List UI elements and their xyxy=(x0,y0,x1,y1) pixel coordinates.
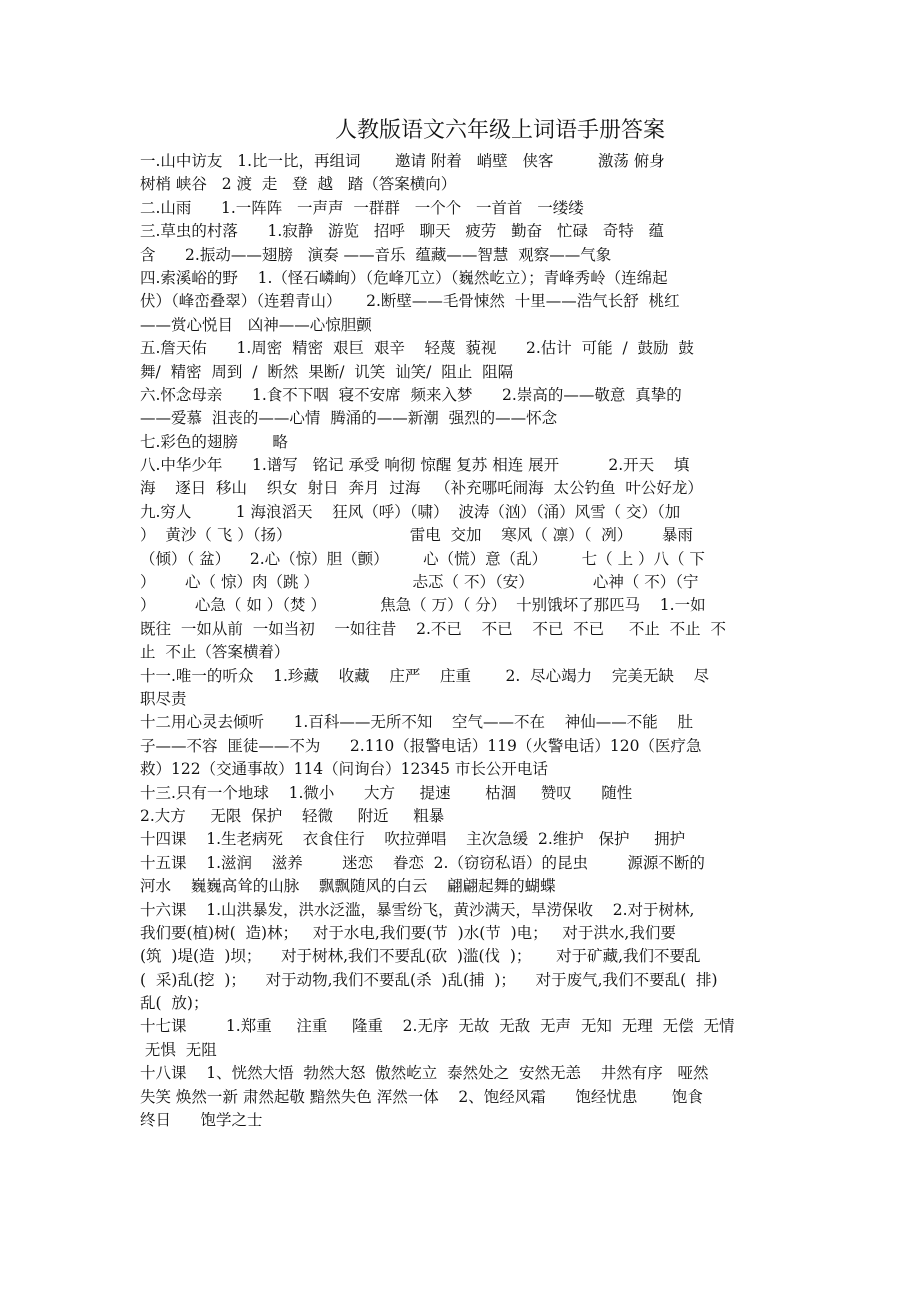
text-line: (筑 )堤(造 )坝； 对于树林,我们不要乱(砍 )滥(伐 )； 对于矿藏,我们不要乱 xyxy=(140,947,701,966)
document-title: 人教版语文六年级上词语手册答案 xyxy=(334,118,665,143)
text-line: 九.穷人 1 海浪滔天 狂风（呼）（啸） 波涛（汹）（涌）风雪（ 交）（加 xyxy=(140,502,681,521)
text-line: 十四课 1.生老病死 衣食住行 吹拉弹唱 主次急缓 2.维护 保护 拥护 xyxy=(140,830,686,849)
text-line: 二.山雨 1.一阵阵 一声声 一群群 一个个 一首首 一缕缕 xyxy=(140,198,584,217)
text-line: 既往 一如从前 一如当初 一如往昔 2.不已 不已 不已 不已 不止 不止 不 xyxy=(140,619,727,638)
text-line: 十八课 1、恍然大悟 勃然大怒 傲然屹立 泰然处之 安然无恙 井然有序 哑然 xyxy=(140,1064,709,1083)
text-line: 河水 巍巍高耸的山脉 飘飘随风的白云 翩翩起舞的蝴蝶 xyxy=(140,877,556,896)
text-line: 舞/ 精密 周到 / 断然 果断/ 讥笑 讪笑/ 阻止 阻隔 xyxy=(140,362,514,381)
text-line: 八.中华少年 1.谱写 铭记 承受 响彻 惊醒 复苏 相连 展开 2.开天 填 xyxy=(140,456,690,475)
text-line: ） 心（ 惊）肉（跳 ） 忐忑（ 不）（安） 心神（ 不）（宁 xyxy=(140,573,699,592)
text-line: 止 不止（答案横着） xyxy=(140,643,290,662)
document-body xyxy=(140,150,820,1132)
text-line: 海 逐日 移山 织女 射日 奔月 过海 （补充哪吒闹海 太公钓鱼 叶公好龙） xyxy=(140,479,703,498)
text-line: 终日 饱学之士 xyxy=(140,1111,263,1130)
text-line: 失笑 焕然一新 肃然起敬 黯然失色 浑然一体 2、饱经风霜 饱经忧患 饱食 xyxy=(140,1087,703,1106)
text-line: 四.索溪峪的野 1.（怪石嶙峋）（危峰兀立）（巍然屹立）；青峰秀岭（连绵起 xyxy=(140,268,668,287)
text-line: 五.詹天佑 1.周密 精密 艰巨 艰辛 轻蔑 藐视 2.估计 可能 / 鼓励 鼓 xyxy=(140,339,694,358)
text-line: 三.草虫的村落 1.寂静 游览 招呼 聊天 疲劳 勤奋 忙碌 奇特 蕴 xyxy=(140,222,665,241)
text-line: 子——不容 匪徒——不为 2.110（报警电话）119（火警电话）120（医疗急 xyxy=(140,736,702,755)
text-line: 乱( 放)； xyxy=(140,994,209,1013)
text-line: 十一.唯一的听众 1.珍藏 收藏 庄严 庄重 2. 尽心竭力 完美无缺 尽 xyxy=(140,666,710,685)
text-line: ） 黄沙（ 飞 ）（扬） 雷电 交加 寒风（ 凛）（ 冽） 暴雨 xyxy=(140,526,693,545)
text-line: ——赏心悦目 凶神——心惊胆颤 xyxy=(140,315,372,334)
text-line: ——爱慕 沮丧的——心情 腾涌的——新潮 强烈的——怀念 xyxy=(140,409,558,428)
text-line: 一.山中访友 1.比一比，再组词 邀请 附着 峭壁 侠客 激荡 俯身 xyxy=(140,152,665,170)
text-line: （倾）（ 盆） 2.心（惊）胆（颤） 心（慌）意（乱） 七（ 上 ）八（ 下 xyxy=(140,549,705,568)
text-line: 我们要(植)树( 造)林； 对于水电,我们要(节 )水(节 )电； 对于洪水,我们要 xyxy=(140,923,676,942)
text-line: 含 2.振动——翅膀 演奏 ——音乐 蕴藏——智慧 观察——气象 xyxy=(140,245,612,264)
text-line: 无惧 无阻 xyxy=(140,1040,217,1059)
text-line: 十七课 1.郑重 注重 隆重 2.无序 无故 无敌 无声 无知 无理 无偿 无情 xyxy=(140,1017,735,1036)
text-line: ( 采)乱(挖 )； 对于动物,我们不要乱(杀 )乱(捕 )； 对于废气,我们不要乱( 排) xyxy=(140,970,718,989)
text-line: 十二用心灵去倾听 1.百科——无所不知 空气——不在 神仙——不能 肚 xyxy=(140,713,693,732)
text-line: 十六课 1.山洪暴发，洪水泛滥，暴雪纷飞，黄沙满天，旱涝保收 2.对于树林, xyxy=(140,900,695,919)
text-line: 2.大方 无限 保护 轻微 附近 粗暴 xyxy=(140,806,445,825)
text-line: 职尽责 xyxy=(140,689,187,708)
text-line: 十三.只有一个地球 1.微小 大方 提速 枯涸 赞叹 随性 xyxy=(140,783,633,802)
text-line: ） 心急（ 如 ）（焚 ） 焦急（ 万）（ 分） 十别饿坏了那匹马 1.一如 xyxy=(140,596,706,615)
text-line: 七.彩色的翅膀 略 xyxy=(140,432,288,451)
text-line: 六.怀念母亲 1.食不下咽 寝不安席 频来入梦 2.崇高的——敬意 真挚的 xyxy=(140,385,682,404)
text-line: 伏）（峰峦叠翠）（连碧青山） 2.断壁——毛骨悚然 十里——浩气长舒 桃红 xyxy=(140,292,680,311)
text-line: 十五课 1.滋润 滋养 迷恋 眷恋 2.（窃窃私语）的昆虫 源源不断的 xyxy=(140,853,705,872)
text-line: 树梢 峡谷 2 渡 走 登 越 踏（答案横向） xyxy=(140,175,457,194)
text-line: 救）122（交通事故）114（问询台）12345 市长公开电话 xyxy=(140,760,548,779)
